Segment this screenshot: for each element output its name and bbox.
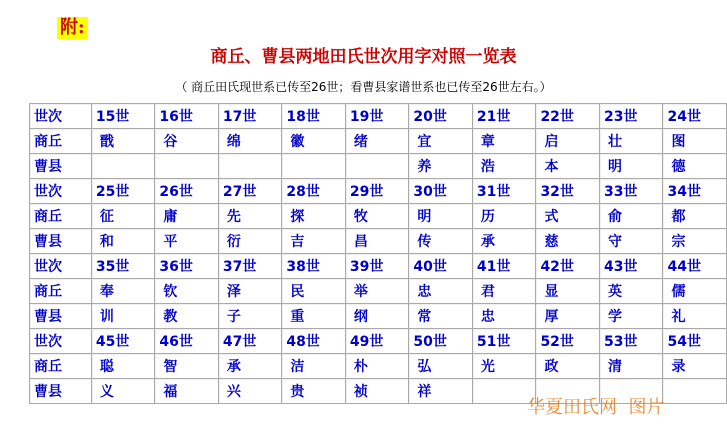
character-cell: 图 xyxy=(663,129,727,154)
character-cell: 章 xyxy=(473,129,537,154)
character-cell: 常 xyxy=(409,304,473,329)
character-cell: 祥 xyxy=(409,379,473,404)
generation-cell: 42世 xyxy=(536,254,600,279)
generation-cell: 29世 xyxy=(346,179,410,204)
character-cell: 俞 xyxy=(600,204,664,229)
table-row xyxy=(30,179,727,204)
character-cell xyxy=(92,154,156,179)
generation-cell: 43世 xyxy=(600,254,664,279)
generation-cell: 48世 xyxy=(282,329,346,354)
table-row xyxy=(30,254,727,279)
table-row xyxy=(30,154,727,179)
character-cell: 智 xyxy=(155,354,219,379)
generation-table-body xyxy=(30,104,727,404)
generation-cell: 18世 xyxy=(282,104,346,129)
character-cell: 都 xyxy=(663,204,727,229)
generation-cell: 15世 xyxy=(92,104,156,129)
character-cell xyxy=(346,154,410,179)
character-cell: 式 xyxy=(536,204,600,229)
character-cell: 绪 xyxy=(346,129,410,154)
character-cell: 钦 xyxy=(155,279,219,304)
row-label: 商丘 xyxy=(30,279,92,304)
character-cell: 政 xyxy=(536,354,600,379)
generation-cell: 37世 xyxy=(219,254,283,279)
character-cell: 祯 xyxy=(346,379,410,404)
table-row xyxy=(30,204,727,229)
character-cell xyxy=(282,154,346,179)
generation-cell: 40世 xyxy=(409,254,473,279)
character-cell: 福 xyxy=(155,379,219,404)
generation-cell: 20世 xyxy=(409,104,473,129)
generation-cell: 21世 xyxy=(473,104,537,129)
character-cell: 平 xyxy=(155,229,219,254)
generation-table xyxy=(29,103,727,404)
generation-cell: 50世 xyxy=(409,329,473,354)
watermark: 华夏田氏网 图片 xyxy=(527,397,665,418)
generation-cell: 30世 xyxy=(409,179,473,204)
character-cell: 洁 xyxy=(282,354,346,379)
character-cell: 吉 xyxy=(282,229,346,254)
generation-cell: 49世 xyxy=(346,329,410,354)
character-cell: 子 xyxy=(219,304,283,329)
row-label: 曹县 xyxy=(30,379,92,404)
character-cell: 泽 xyxy=(219,279,283,304)
generation-cell: 17世 xyxy=(219,104,283,129)
character-cell: 显 xyxy=(536,279,600,304)
character-cell: 衍 xyxy=(219,229,283,254)
character-cell: 先 xyxy=(219,204,283,229)
character-cell: 谷 xyxy=(155,129,219,154)
row-label: 世次 xyxy=(30,104,92,129)
generation-cell: 27世 xyxy=(219,179,283,204)
generation-cell: 22世 xyxy=(536,104,600,129)
generation-cell: 44世 xyxy=(663,254,727,279)
generation-cell: 23世 xyxy=(600,104,664,129)
table-row xyxy=(30,229,727,254)
row-label: 世次 xyxy=(30,254,92,279)
character-cell: 忠 xyxy=(473,304,537,329)
character-cell: 兴 xyxy=(219,379,283,404)
page-title: 商丘、曹县两地田氏世次用字对照一览表 xyxy=(210,47,517,67)
character-cell: 慈 xyxy=(536,229,600,254)
character-cell: 牧 xyxy=(346,204,410,229)
generation-cell: 46世 xyxy=(155,329,219,354)
generation-cell: 28世 xyxy=(282,179,346,204)
character-cell: 弘 xyxy=(409,354,473,379)
character-cell: 承 xyxy=(473,229,537,254)
character-cell: 养 xyxy=(409,154,473,179)
row-label: 曹县 xyxy=(30,229,92,254)
generation-cell: 26世 xyxy=(155,179,219,204)
row-label: 世次 xyxy=(30,179,92,204)
generation-cell: 38世 xyxy=(282,254,346,279)
character-cell: 戬 xyxy=(92,129,156,154)
character-cell: 绵 xyxy=(219,129,283,154)
generation-cell: 19世 xyxy=(346,104,410,129)
generation-cell: 52世 xyxy=(536,329,600,354)
character-cell: 庸 xyxy=(155,204,219,229)
generation-cell: 45世 xyxy=(92,329,156,354)
character-cell: 征 xyxy=(92,204,156,229)
character-cell: 守 xyxy=(600,229,664,254)
generation-cell: 24世 xyxy=(663,104,727,129)
character-cell: 礼 xyxy=(663,304,727,329)
character-cell: 录 xyxy=(663,354,727,379)
character-cell: 义 xyxy=(92,379,156,404)
character-cell: 明 xyxy=(409,204,473,229)
generation-cell: 35世 xyxy=(92,254,156,279)
generation-cell: 31世 xyxy=(473,179,537,204)
character-cell: 训 xyxy=(92,304,156,329)
character-cell: 聪 xyxy=(92,354,156,379)
character-cell: 光 xyxy=(473,354,537,379)
character-cell: 厚 xyxy=(536,304,600,329)
page-subtitle: （ 商丘田氏现世系已传至26世；看曹县家谱世系也已传至26世左右。） xyxy=(175,80,552,94)
table-row xyxy=(30,354,727,379)
generation-cell: 34世 xyxy=(663,179,727,204)
generation-cell: 41世 xyxy=(473,254,537,279)
generation-cell: 53世 xyxy=(600,329,664,354)
generation-cell: 36世 xyxy=(155,254,219,279)
row-label: 世次 xyxy=(30,329,92,354)
table-row xyxy=(30,304,727,329)
character-cell: 宜 xyxy=(409,129,473,154)
character-cell: 本 xyxy=(536,154,600,179)
generation-cell: 16世 xyxy=(155,104,219,129)
character-cell: 徽 xyxy=(282,129,346,154)
generation-cell: 47世 xyxy=(219,329,283,354)
generation-cell: 33世 xyxy=(600,179,664,204)
character-cell: 举 xyxy=(346,279,410,304)
generation-cell: 25世 xyxy=(92,179,156,204)
character-cell xyxy=(155,154,219,179)
character-cell: 朴 xyxy=(346,354,410,379)
character-cell: 奉 xyxy=(92,279,156,304)
character-cell: 清 xyxy=(600,354,664,379)
row-label: 商丘 xyxy=(30,354,92,379)
table-row xyxy=(30,279,727,304)
character-cell: 历 xyxy=(473,204,537,229)
generation-cell: 32世 xyxy=(536,179,600,204)
character-cell: 君 xyxy=(473,279,537,304)
character-cell: 重 xyxy=(282,304,346,329)
row-label: 曹县 xyxy=(30,154,92,179)
character-cell: 壮 xyxy=(600,129,664,154)
character-cell: 宗 xyxy=(663,229,727,254)
character-cell: 贵 xyxy=(282,379,346,404)
character-cell: 启 xyxy=(536,129,600,154)
character-cell: 忠 xyxy=(409,279,473,304)
character-cell: 传 xyxy=(409,229,473,254)
character-cell: 英 xyxy=(600,279,664,304)
row-label: 曹县 xyxy=(30,304,92,329)
generation-cell: 54世 xyxy=(663,329,727,354)
character-cell: 探 xyxy=(282,204,346,229)
row-label: 商丘 xyxy=(30,204,92,229)
character-cell: 儒 xyxy=(663,279,727,304)
character-cell: 教 xyxy=(155,304,219,329)
table-row xyxy=(30,329,727,354)
character-cell: 学 xyxy=(600,304,664,329)
character-cell: 昌 xyxy=(346,229,410,254)
character-cell: 承 xyxy=(219,354,283,379)
generation-cell: 51世 xyxy=(473,329,537,354)
character-cell: 民 xyxy=(282,279,346,304)
row-label: 商丘 xyxy=(30,129,92,154)
character-cell: 浩 xyxy=(473,154,537,179)
character-cell: 德 xyxy=(663,154,727,179)
character-cell xyxy=(663,379,727,404)
table-row xyxy=(30,129,727,154)
character-cell: 纲 xyxy=(346,304,410,329)
appendix-tag: 附: xyxy=(57,17,88,39)
character-cell: 和 xyxy=(92,229,156,254)
table-row xyxy=(30,104,727,129)
generation-cell: 39世 xyxy=(346,254,410,279)
character-cell xyxy=(219,154,283,179)
character-cell: 明 xyxy=(600,154,664,179)
